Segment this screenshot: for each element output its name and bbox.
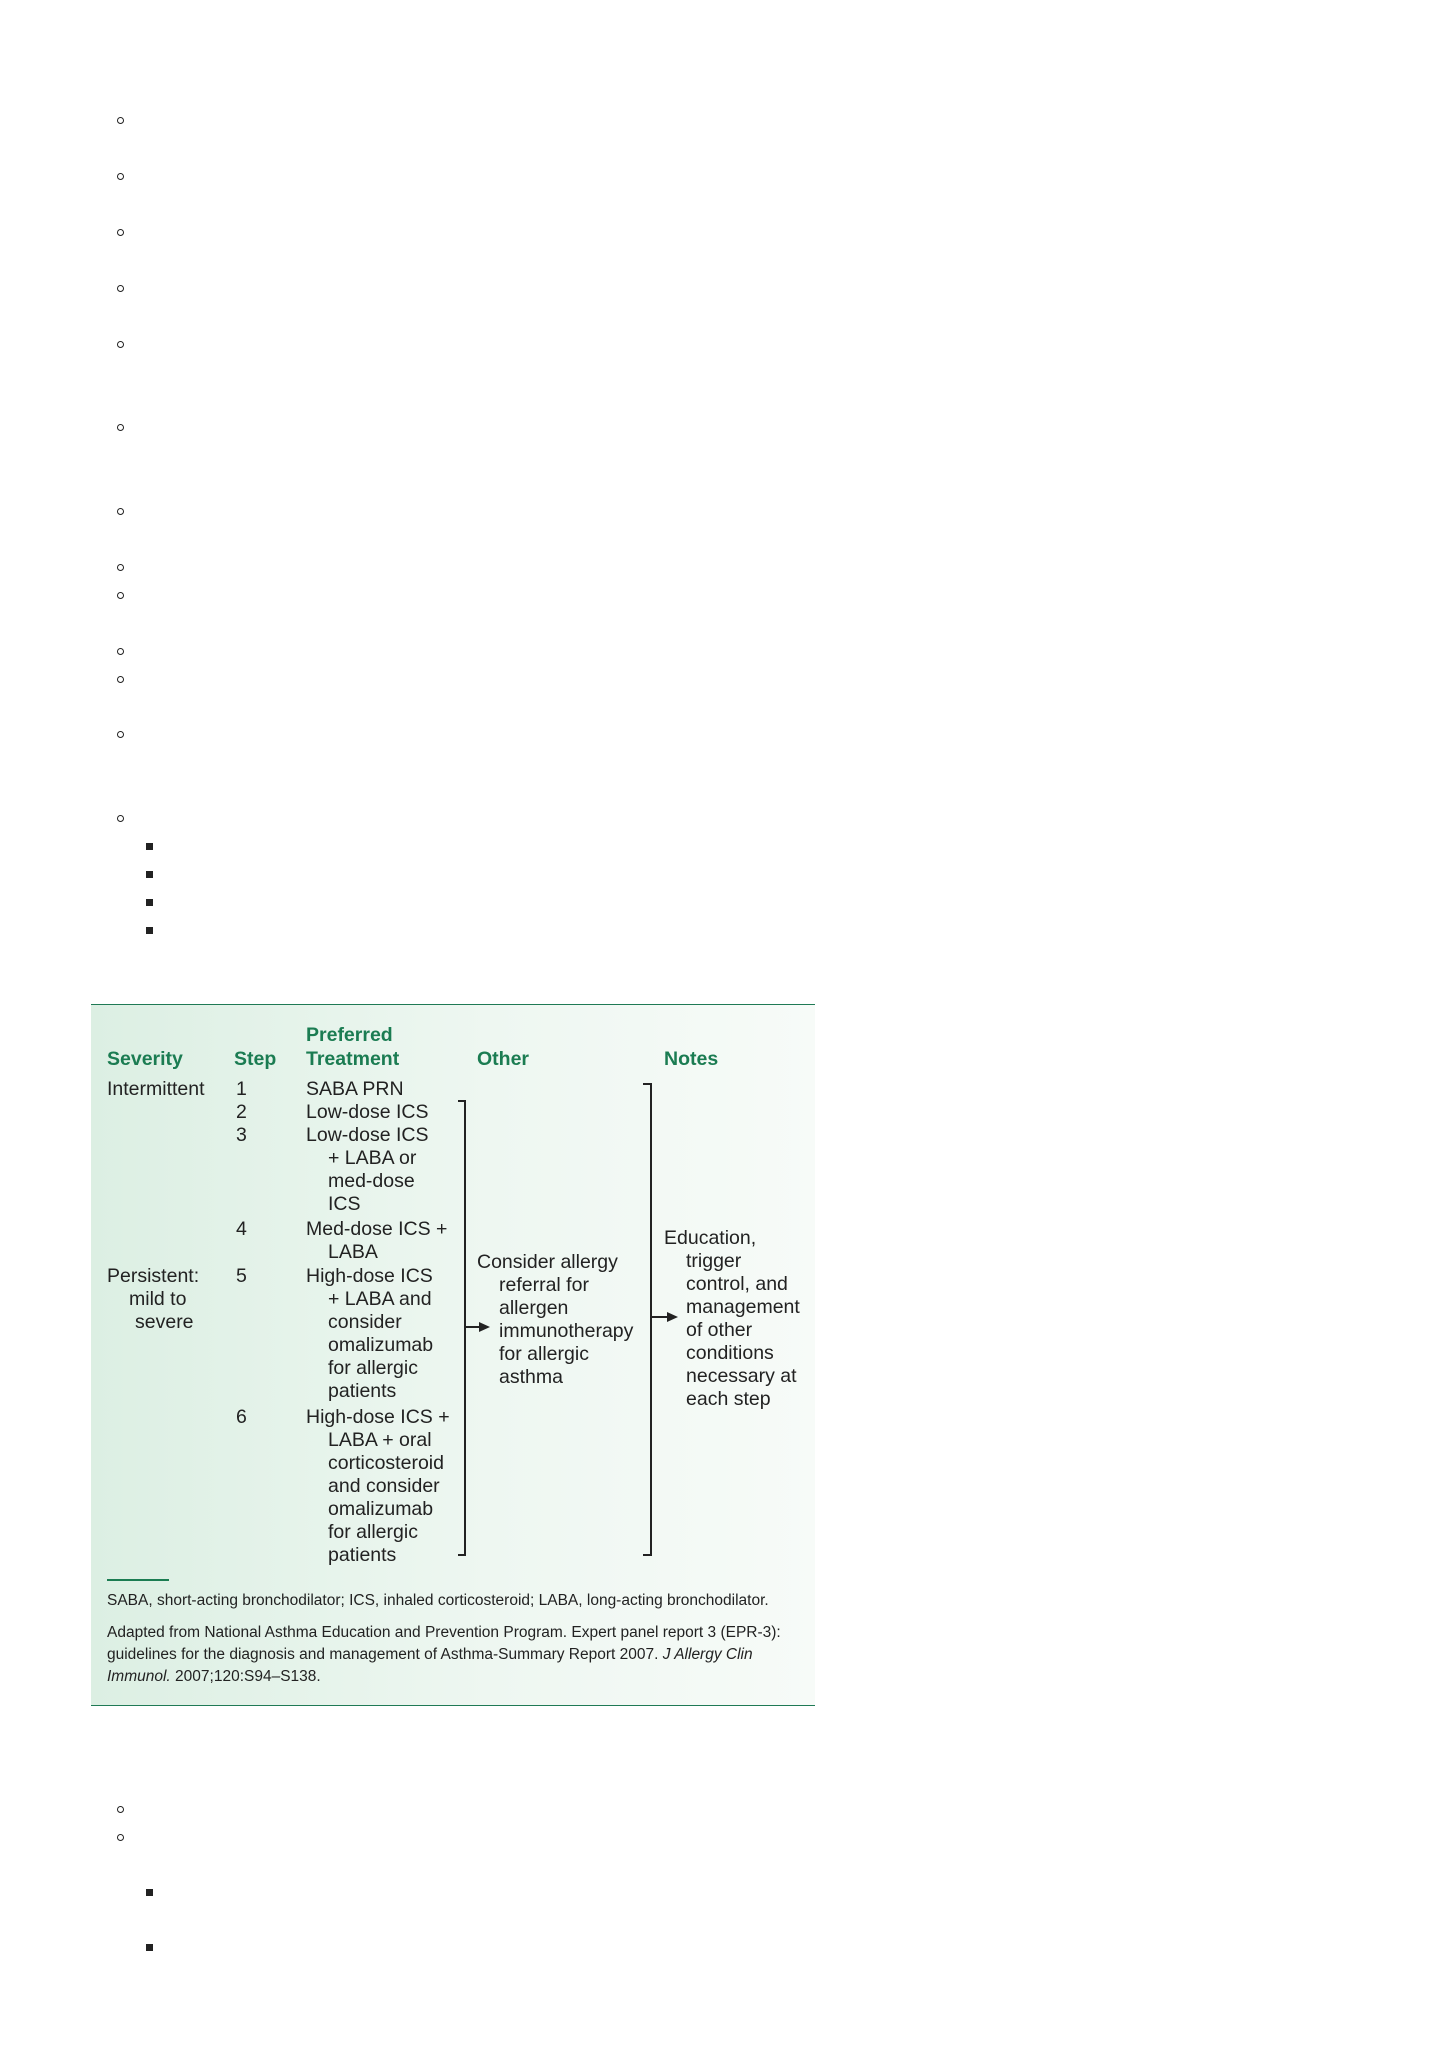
header-preferred-1: Preferred xyxy=(306,1024,393,1046)
other-line: asthma xyxy=(499,1366,563,1388)
list-bullet xyxy=(117,508,124,515)
step-treatment-line: Med-dose ICS + xyxy=(306,1218,448,1240)
list-bullet xyxy=(117,731,124,738)
step-number: 5 xyxy=(236,1265,247,1287)
step-number: 4 xyxy=(236,1218,247,1240)
list-bullet xyxy=(117,285,124,292)
list-bullet-square xyxy=(146,899,153,906)
notes-line: conditions xyxy=(686,1342,774,1364)
list-bullet-square xyxy=(146,1944,153,1951)
list-bullet xyxy=(117,229,124,236)
list-bullet xyxy=(117,676,124,683)
list-bullet xyxy=(117,564,124,571)
step-treatment-line: corticosteroid xyxy=(328,1452,444,1474)
severity-persistent-2: mild to xyxy=(129,1288,187,1310)
notes-line: of other xyxy=(686,1319,753,1341)
footnote-abbreviations: SABA, short-acting bronchodilator; ICS, inhaled corticosteroid; LABA, long-acting bronchodilator. xyxy=(107,1592,769,1609)
list-bullet xyxy=(117,648,124,655)
notes-line: control, and xyxy=(686,1273,788,1295)
brackets-and-arrows xyxy=(91,1005,815,1605)
step-treatment-line: LABA xyxy=(328,1241,378,1263)
arrow-head-other xyxy=(479,1322,490,1332)
step-treatment-line: patients xyxy=(328,1380,397,1402)
step-treatment-line: High-dose ICS + xyxy=(306,1406,450,1428)
step-number: 3 xyxy=(236,1124,247,1146)
severity-intermittent: Intermittent xyxy=(107,1078,205,1100)
step-treatment-line: + LABA or xyxy=(328,1147,417,1169)
step-number: 1 xyxy=(236,1078,247,1100)
list-bullet-square xyxy=(146,927,153,934)
asthma-treatment-table-figure xyxy=(91,1004,815,1706)
list-bullet xyxy=(117,1806,124,1813)
list-bullet xyxy=(117,815,124,822)
bracket-notes xyxy=(643,1084,651,1555)
footnote-source-line: Immunol. 2007;120:S94–S138. xyxy=(107,1668,321,1685)
header-notes: Notes xyxy=(664,1048,719,1070)
list-bullet xyxy=(117,117,124,124)
step-treatment-line: patients xyxy=(328,1544,397,1566)
header-other: Other xyxy=(477,1048,530,1070)
step-treatment-line: Low-dose ICS xyxy=(306,1124,429,1146)
step-treatment-line: + LABA and xyxy=(328,1288,432,1310)
list-bullet-square xyxy=(146,871,153,878)
step-treatment-line: consider xyxy=(328,1311,402,1333)
list-bullet-square xyxy=(146,843,153,850)
list-bullet xyxy=(117,1834,124,1841)
step-treatment-line: omalizumab xyxy=(328,1334,434,1356)
footnote-source-line: Adapted from National Asthma Education and Prevention Program. Expert panel report 3 (EPR-3): xyxy=(107,1624,781,1641)
list-bullet-square xyxy=(146,1889,153,1896)
step-treatment-line: High-dose ICS xyxy=(306,1265,433,1287)
step-treatment-line: Low-dose ICS xyxy=(306,1101,429,1123)
step-treatment-line: for allergic xyxy=(328,1357,418,1379)
step-treatment-line: for allergic xyxy=(328,1521,418,1543)
other-line: for allergic xyxy=(499,1343,589,1365)
other-line: Consider allergy xyxy=(477,1251,618,1273)
notes-line: trigger xyxy=(686,1250,742,1272)
header-severity: Severity xyxy=(107,1048,183,1070)
step-number: 2 xyxy=(236,1101,247,1123)
step-number: 6 xyxy=(236,1406,247,1428)
step-treatment-line: ICS xyxy=(328,1193,361,1215)
severity-persistent-1: Persistent: xyxy=(107,1265,200,1287)
step-treatment-line: omalizumab xyxy=(328,1498,434,1520)
footnote-rule xyxy=(107,1579,169,1581)
notes-line: Education, xyxy=(664,1227,757,1249)
header-preferred-2: Treatment xyxy=(306,1048,400,1070)
list-bullet xyxy=(117,592,124,599)
list-bullet xyxy=(117,424,124,431)
header-step: Step xyxy=(234,1048,277,1070)
other-line: immunotherapy xyxy=(499,1320,634,1342)
notes-line: necessary at xyxy=(686,1365,797,1387)
notes-line: management xyxy=(686,1296,800,1318)
other-line: referral for xyxy=(499,1274,589,1296)
severity-persistent-3: severe xyxy=(135,1311,194,1333)
arrow-head-notes xyxy=(667,1312,678,1322)
step-treatment-line: and consider xyxy=(328,1475,440,1497)
list-bullet xyxy=(117,341,124,348)
step-treatment-line: LABA + oral xyxy=(328,1429,432,1451)
step-treatment-line: med-dose xyxy=(328,1170,415,1192)
footnote-source-line: guidelines for the diagnosis and management of Asthma-Summary Report 2007. J Allergy Clin xyxy=(107,1646,753,1663)
step-treatment-line: SABA PRN xyxy=(306,1078,404,1100)
list-bullet xyxy=(117,173,124,180)
bracket-preferred xyxy=(458,1101,465,1555)
notes-line: each step xyxy=(686,1388,771,1410)
other-line: allergen xyxy=(499,1297,569,1319)
